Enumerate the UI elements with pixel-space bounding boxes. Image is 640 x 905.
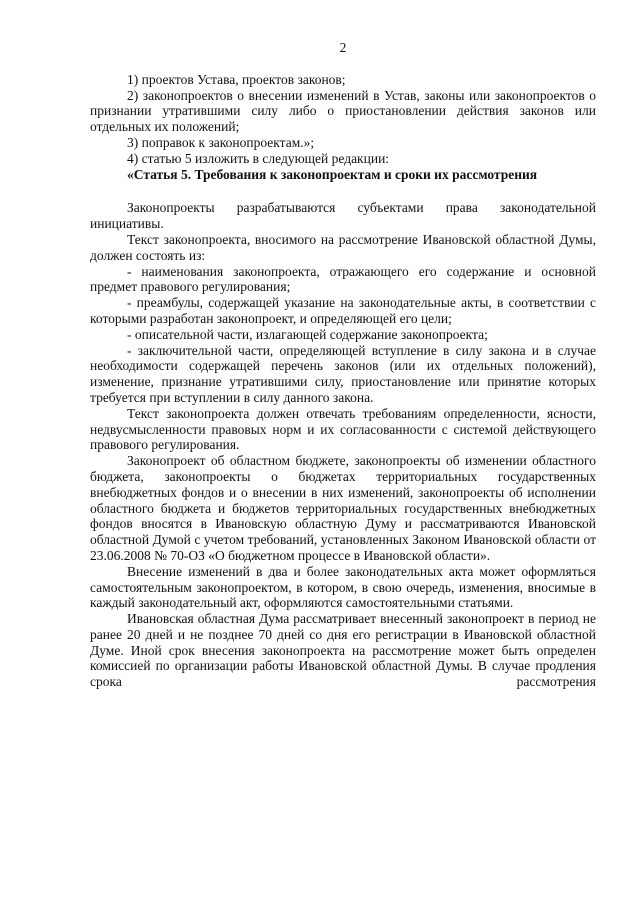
list-item: 3) поправок к законопроектам.»;: [127, 134, 315, 150]
list-item: - наименования законопроекта, отражающего его содержание и основной предмет правового регулирования;: [90, 263, 596, 295]
paragraph: Законопроект об областном бюджете, законопроекты об изменении областного бюджета, законопроекты о бюджетах территориальных государственных внебюджетных фондов и о внесении в них изменений, законопроекты об исполнении областного бюджета и бюджетов территориальных государственных внебюджетных фондов вносятся в Ивановскую областную Думу и рассматриваются Ивановской областной Думой с учетом требований, установленных Законом Ивановской области от 23.06.2008 № 70-ОЗ «О бюджетном процессе в Ивановской области».: [90, 453, 596, 563]
list-item: 4) статью 5 изложить в следующей редакции:: [127, 150, 390, 166]
document-page: [90, 40, 596, 690]
page-number: 2: [339, 40, 347, 55]
paragraph: Ивановская областная Дума рассматривает внесенный законопроект в период не ранее 20 дней и не позднее 70 дней со дня его регистрации в Ивановской областной Думе. Иной срок внесения законопроекта на рассмотрение может быть определен комиссией по организации работы Ивановской областной Думы. В случае продления срока рассмотрения: [90, 611, 596, 690]
list-item: - описательной части, излагающей содержание законопроекта;: [127, 326, 488, 342]
paragraph: Текст законопроекта, вносимого на рассмотрение Ивановской областной Думы, должен состоять из:: [90, 231, 596, 263]
list-item: - заключительной части, определяющей вступление в силу закона и в случае необходимости содержащей перечень законов (или их отдельных положений), изменение, признание утратившими силу, приостановление или принятие которых требуется при вступлении в силу данного закона.: [90, 342, 596, 405]
paragraph: Внесение изменений в два и более законодательных акта может оформляться самостоятельным законопроектом, в котором, в свою очередь, изменения, вносимые в каждый законодательный акт, оформляются самостоятельными статьями.: [90, 563, 596, 611]
list-item: 1) проектов Устава, проектов законов;: [127, 71, 346, 87]
paragraph: Текст законопроекта должен отвечать требованиям определенности, ясности, недвусмысленности правовых норм и их согласованности с системой действующего правового регулирования.: [90, 405, 596, 453]
article-heading: «Статья 5. Требования к законопроектам и сроки их рассмотрения: [127, 166, 538, 182]
paragraph: Законопроекты разрабатываются субъектами права законодательной инициативы.: [90, 200, 596, 232]
list-item: - преамбулы, содержащей указание на законодательные акты, в соответствии с которыми разработан законопроект, и определяющей его цели;: [90, 295, 596, 326]
list-item: 2) законопроектов о внесении изменений в Устав, законы или законопроектов о признании утратившими силу либо о приостановлении действия законов или отдельных их положений;: [90, 87, 596, 135]
